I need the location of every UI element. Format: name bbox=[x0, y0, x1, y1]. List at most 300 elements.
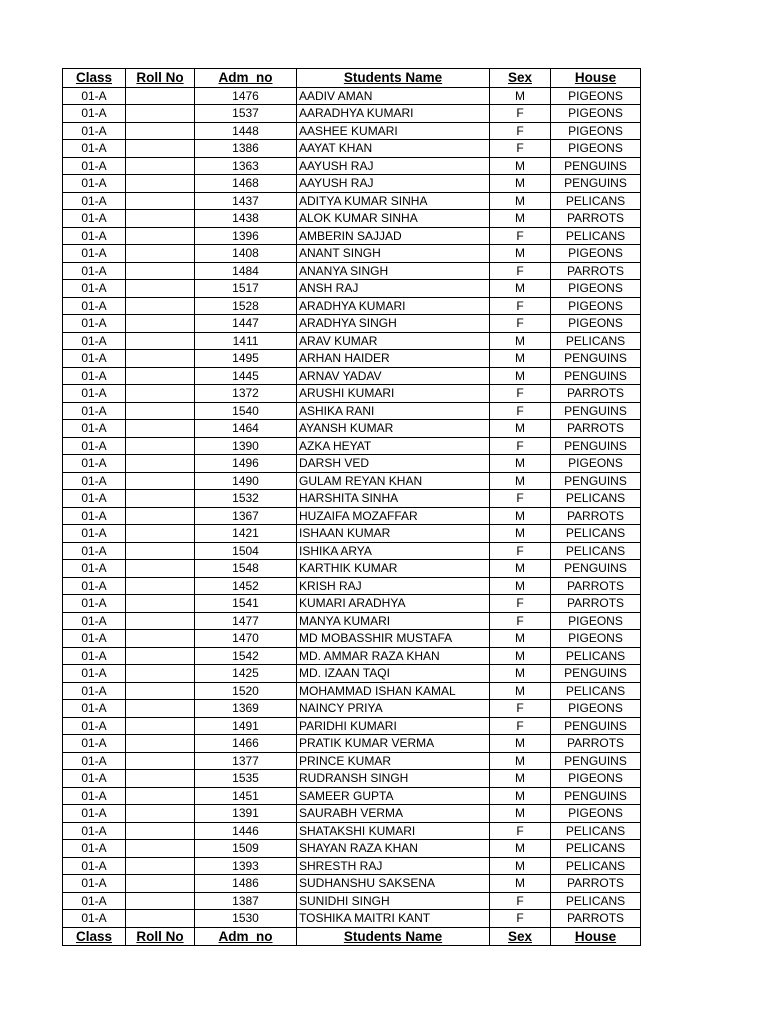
table-row bbox=[63, 87, 641, 105]
cell-adm-no: 1446 bbox=[195, 822, 297, 840]
cell-adm-no: 1367 bbox=[195, 507, 297, 525]
cell-adm-no: 1464 bbox=[195, 420, 297, 438]
cell-student-name: ARUSHI KUMARI bbox=[297, 385, 490, 403]
cell-class: 01-A bbox=[63, 245, 126, 263]
cell-roll-no bbox=[126, 560, 195, 578]
cell-student-name: ANSH RAJ bbox=[297, 280, 490, 298]
cell-student-name: ARNAV YADAV bbox=[297, 367, 490, 385]
cell-student-name: AASHEE KUMARI bbox=[297, 122, 490, 140]
cell-adm-no: 1477 bbox=[195, 612, 297, 630]
cell-roll-no bbox=[126, 367, 195, 385]
cell-house: PIGEONS bbox=[551, 455, 641, 473]
cell-roll-no bbox=[126, 840, 195, 858]
cell-roll-no bbox=[126, 752, 195, 770]
table-row bbox=[63, 262, 641, 280]
table-row bbox=[63, 280, 641, 298]
cell-sex: M bbox=[490, 682, 551, 700]
table-row bbox=[63, 227, 641, 245]
cell-house: PIGEONS bbox=[551, 280, 641, 298]
cell-student-name: MD MOBASSHIR MUSTAFA bbox=[297, 630, 490, 648]
cell-class: 01-A bbox=[63, 665, 126, 683]
footer-house: House bbox=[551, 927, 641, 946]
cell-sex: F bbox=[490, 297, 551, 315]
cell-house: PENGUINS bbox=[551, 157, 641, 175]
cell-student-name: SUDHANSHU SAKSENA bbox=[297, 875, 490, 893]
cell-house: PARROTS bbox=[551, 910, 641, 928]
cell-sex: M bbox=[490, 805, 551, 823]
cell-adm-no: 1396 bbox=[195, 227, 297, 245]
cell-adm-no: 1363 bbox=[195, 157, 297, 175]
table-row bbox=[63, 910, 641, 928]
table-row bbox=[63, 507, 641, 525]
cell-house: PARROTS bbox=[551, 420, 641, 438]
table-row bbox=[63, 770, 641, 788]
cell-house: PELICANS bbox=[551, 682, 641, 700]
table-row bbox=[63, 210, 641, 228]
cell-adm-no: 1495 bbox=[195, 350, 297, 368]
cell-student-name: MOHAMMAD ISHAN KAMAL bbox=[297, 682, 490, 700]
cell-class: 01-A bbox=[63, 332, 126, 350]
cell-house: PARROTS bbox=[551, 507, 641, 525]
cell-sex: M bbox=[490, 770, 551, 788]
cell-roll-no bbox=[126, 507, 195, 525]
cell-roll-no bbox=[126, 542, 195, 560]
cell-house: PENGUINS bbox=[551, 787, 641, 805]
cell-roll-no bbox=[126, 787, 195, 805]
table-row bbox=[63, 157, 641, 175]
cell-class: 01-A bbox=[63, 507, 126, 525]
cell-sex: F bbox=[490, 595, 551, 613]
cell-house: PELICANS bbox=[551, 332, 641, 350]
table-row bbox=[63, 297, 641, 315]
table-row bbox=[63, 560, 641, 578]
cell-house: PELICANS bbox=[551, 490, 641, 508]
cell-adm-no: 1542 bbox=[195, 647, 297, 665]
table-row bbox=[63, 455, 641, 473]
header-sex: Sex bbox=[490, 69, 551, 88]
cell-roll-no bbox=[126, 350, 195, 368]
cell-student-name: SAURABH VERMA bbox=[297, 805, 490, 823]
cell-class: 01-A bbox=[63, 490, 126, 508]
cell-house: PENGUINS bbox=[551, 472, 641, 490]
cell-sex: F bbox=[490, 612, 551, 630]
cell-class: 01-A bbox=[63, 157, 126, 175]
cell-roll-no bbox=[126, 910, 195, 928]
cell-class: 01-A bbox=[63, 262, 126, 280]
cell-student-name: KRISH RAJ bbox=[297, 577, 490, 595]
table-row bbox=[63, 630, 641, 648]
table-row bbox=[63, 350, 641, 368]
cell-class: 01-A bbox=[63, 717, 126, 735]
cell-sex: M bbox=[490, 787, 551, 805]
cell-class: 01-A bbox=[63, 682, 126, 700]
cell-house: PELICANS bbox=[551, 192, 641, 210]
cell-sex: F bbox=[490, 437, 551, 455]
cell-class: 01-A bbox=[63, 437, 126, 455]
cell-student-name: SHRESTH RAJ bbox=[297, 857, 490, 875]
cell-roll-no bbox=[126, 87, 195, 105]
cell-roll-no bbox=[126, 297, 195, 315]
cell-house: PIGEONS bbox=[551, 612, 641, 630]
table-row bbox=[63, 437, 641, 455]
cell-class: 01-A bbox=[63, 577, 126, 595]
table-row bbox=[63, 122, 641, 140]
cell-sex: F bbox=[490, 717, 551, 735]
cell-class: 01-A bbox=[63, 385, 126, 403]
table-row bbox=[63, 822, 641, 840]
cell-house: PENGUINS bbox=[551, 402, 641, 420]
cell-class: 01-A bbox=[63, 122, 126, 140]
cell-house: PARROTS bbox=[551, 735, 641, 753]
cell-adm-no: 1541 bbox=[195, 595, 297, 613]
cell-roll-no bbox=[126, 245, 195, 263]
cell-adm-no: 1438 bbox=[195, 210, 297, 228]
cell-student-name: AAYAT KHAN bbox=[297, 140, 490, 158]
cell-roll-no bbox=[126, 857, 195, 875]
cell-roll-no bbox=[126, 805, 195, 823]
cell-sex: M bbox=[490, 857, 551, 875]
table-row bbox=[63, 385, 641, 403]
cell-student-name: ANANT SINGH bbox=[297, 245, 490, 263]
cell-house: PARROTS bbox=[551, 210, 641, 228]
cell-adm-no: 1425 bbox=[195, 665, 297, 683]
table-row bbox=[63, 700, 641, 718]
cell-roll-no bbox=[126, 455, 195, 473]
cell-sex: F bbox=[490, 227, 551, 245]
cell-student-name: MANYA KUMARI bbox=[297, 612, 490, 630]
cell-class: 01-A bbox=[63, 822, 126, 840]
table-row bbox=[63, 542, 641, 560]
cell-sex: M bbox=[490, 577, 551, 595]
cell-adm-no: 1390 bbox=[195, 437, 297, 455]
table-row bbox=[63, 647, 641, 665]
cell-sex: F bbox=[490, 262, 551, 280]
cell-student-name: AARADHYA KUMARI bbox=[297, 105, 490, 123]
cell-house: PELICANS bbox=[551, 542, 641, 560]
cell-adm-no: 1448 bbox=[195, 122, 297, 140]
header-house: House bbox=[551, 69, 641, 88]
cell-class: 01-A bbox=[63, 875, 126, 893]
cell-adm-no: 1468 bbox=[195, 175, 297, 193]
cell-sex: M bbox=[490, 507, 551, 525]
student-list-table bbox=[62, 68, 641, 946]
cell-house: PELICANS bbox=[551, 857, 641, 875]
cell-adm-no: 1548 bbox=[195, 560, 297, 578]
cell-class: 01-A bbox=[63, 560, 126, 578]
cell-sex: M bbox=[490, 875, 551, 893]
cell-sex: F bbox=[490, 892, 551, 910]
cell-sex: F bbox=[490, 822, 551, 840]
cell-sex: F bbox=[490, 910, 551, 928]
cell-sex: M bbox=[490, 192, 551, 210]
cell-house: PIGEONS bbox=[551, 122, 641, 140]
cell-sex: M bbox=[490, 472, 551, 490]
cell-student-name: ARAV KUMAR bbox=[297, 332, 490, 350]
cell-adm-no: 1535 bbox=[195, 770, 297, 788]
cell-roll-no bbox=[126, 402, 195, 420]
cell-roll-no bbox=[126, 315, 195, 333]
cell-house: PENGUINS bbox=[551, 367, 641, 385]
cell-student-name: ALOK KUMAR SINHA bbox=[297, 210, 490, 228]
cell-class: 01-A bbox=[63, 700, 126, 718]
footer-class: Class bbox=[63, 927, 126, 946]
cell-roll-no bbox=[126, 472, 195, 490]
cell-class: 01-A bbox=[63, 192, 126, 210]
cell-sex: M bbox=[490, 350, 551, 368]
cell-adm-no: 1470 bbox=[195, 630, 297, 648]
cell-house: PIGEONS bbox=[551, 630, 641, 648]
cell-adm-no: 1369 bbox=[195, 700, 297, 718]
cell-student-name: ARHAN HAIDER bbox=[297, 350, 490, 368]
cell-class: 01-A bbox=[63, 315, 126, 333]
cell-class: 01-A bbox=[63, 910, 126, 928]
cell-roll-no bbox=[126, 175, 195, 193]
cell-adm-no: 1393 bbox=[195, 857, 297, 875]
cell-roll-no bbox=[126, 577, 195, 595]
table-row bbox=[63, 490, 641, 508]
cell-roll-no bbox=[126, 105, 195, 123]
cell-adm-no: 1504 bbox=[195, 542, 297, 560]
cell-house: PENGUINS bbox=[551, 665, 641, 683]
table-row bbox=[63, 840, 641, 858]
cell-adm-no: 1452 bbox=[195, 577, 297, 595]
table-row bbox=[63, 875, 641, 893]
footer-adm-no: Adm_no bbox=[195, 927, 297, 946]
cell-adm-no: 1466 bbox=[195, 735, 297, 753]
cell-student-name: ISHAAN KUMAR bbox=[297, 525, 490, 543]
cell-sex: M bbox=[490, 420, 551, 438]
cell-student-name: PARIDHI KUMARI bbox=[297, 717, 490, 735]
table-row bbox=[63, 857, 641, 875]
cell-house: PARROTS bbox=[551, 875, 641, 893]
footer-sex: Sex bbox=[490, 927, 551, 946]
footer-students-name: Students Name bbox=[297, 927, 490, 946]
cell-sex: F bbox=[490, 122, 551, 140]
cell-class: 01-A bbox=[63, 542, 126, 560]
cell-student-name: AZKA HEYAT bbox=[297, 437, 490, 455]
cell-adm-no: 1445 bbox=[195, 367, 297, 385]
cell-roll-no bbox=[126, 892, 195, 910]
cell-sex: F bbox=[490, 385, 551, 403]
cell-student-name: AADIV AMAN bbox=[297, 87, 490, 105]
cell-class: 01-A bbox=[63, 612, 126, 630]
cell-student-name: ADITYA KUMAR SINHA bbox=[297, 192, 490, 210]
table-row bbox=[63, 805, 641, 823]
cell-class: 01-A bbox=[63, 525, 126, 543]
cell-sex: F bbox=[490, 140, 551, 158]
table-row bbox=[63, 175, 641, 193]
table-row bbox=[63, 140, 641, 158]
cell-adm-no: 1530 bbox=[195, 910, 297, 928]
footer-roll-no: Roll No bbox=[126, 927, 195, 946]
cell-adm-no: 1540 bbox=[195, 402, 297, 420]
cell-house: PIGEONS bbox=[551, 87, 641, 105]
cell-roll-no bbox=[126, 227, 195, 245]
cell-house: PIGEONS bbox=[551, 805, 641, 823]
cell-class: 01-A bbox=[63, 402, 126, 420]
cell-house: PARROTS bbox=[551, 385, 641, 403]
cell-roll-no bbox=[126, 717, 195, 735]
cell-student-name: KARTHIK KUMAR bbox=[297, 560, 490, 578]
cell-roll-no bbox=[126, 682, 195, 700]
cell-roll-no bbox=[126, 262, 195, 280]
cell-student-name: DARSH VED bbox=[297, 455, 490, 473]
cell-adm-no: 1517 bbox=[195, 280, 297, 298]
cell-roll-no bbox=[126, 122, 195, 140]
cell-adm-no: 1486 bbox=[195, 875, 297, 893]
cell-roll-no bbox=[126, 192, 195, 210]
table-row bbox=[63, 665, 641, 683]
table-row bbox=[63, 315, 641, 333]
cell-class: 01-A bbox=[63, 787, 126, 805]
cell-class: 01-A bbox=[63, 87, 126, 105]
cell-roll-no bbox=[126, 770, 195, 788]
cell-adm-no: 1528 bbox=[195, 297, 297, 315]
header-students-name: Students Name bbox=[297, 69, 490, 88]
cell-sex: M bbox=[490, 630, 551, 648]
cell-roll-no bbox=[126, 332, 195, 350]
cell-student-name: SHAYAN RAZA KHAN bbox=[297, 840, 490, 858]
cell-adm-no: 1451 bbox=[195, 787, 297, 805]
cell-sex: M bbox=[490, 735, 551, 753]
cell-class: 01-A bbox=[63, 840, 126, 858]
cell-class: 01-A bbox=[63, 367, 126, 385]
cell-class: 01-A bbox=[63, 280, 126, 298]
cell-adm-no: 1377 bbox=[195, 752, 297, 770]
cell-class: 01-A bbox=[63, 735, 126, 753]
cell-sex: F bbox=[490, 105, 551, 123]
cell-class: 01-A bbox=[63, 630, 126, 648]
cell-sex: F bbox=[490, 700, 551, 718]
cell-sex: M bbox=[490, 647, 551, 665]
cell-roll-no bbox=[126, 822, 195, 840]
cell-student-name: HUZAIFA MOZAFFAR bbox=[297, 507, 490, 525]
cell-student-name: ANANYA SINGH bbox=[297, 262, 490, 280]
table-row bbox=[63, 245, 641, 263]
table-row bbox=[63, 420, 641, 438]
cell-roll-no bbox=[126, 210, 195, 228]
cell-student-name: NAINCY PRIYA bbox=[297, 700, 490, 718]
cell-class: 01-A bbox=[63, 350, 126, 368]
cell-class: 01-A bbox=[63, 892, 126, 910]
cell-student-name: HARSHITA SINHA bbox=[297, 490, 490, 508]
cell-house: PELICANS bbox=[551, 822, 641, 840]
cell-adm-no: 1391 bbox=[195, 805, 297, 823]
footer-row bbox=[63, 927, 641, 946]
student-rows bbox=[63, 87, 641, 927]
cell-roll-no bbox=[126, 665, 195, 683]
header-row bbox=[63, 69, 641, 88]
table-row bbox=[63, 892, 641, 910]
cell-roll-no bbox=[126, 630, 195, 648]
cell-house: PENGUINS bbox=[551, 560, 641, 578]
cell-adm-no: 1386 bbox=[195, 140, 297, 158]
cell-sex: M bbox=[490, 280, 551, 298]
cell-class: 01-A bbox=[63, 105, 126, 123]
cell-house: PENGUINS bbox=[551, 717, 641, 735]
cell-house: PIGEONS bbox=[551, 770, 641, 788]
cell-house: PARROTS bbox=[551, 595, 641, 613]
cell-roll-no bbox=[126, 875, 195, 893]
cell-sex: M bbox=[490, 332, 551, 350]
cell-adm-no: 1437 bbox=[195, 192, 297, 210]
cell-roll-no bbox=[126, 157, 195, 175]
cell-roll-no bbox=[126, 280, 195, 298]
cell-class: 01-A bbox=[63, 770, 126, 788]
cell-roll-no bbox=[126, 490, 195, 508]
cell-sex: M bbox=[490, 560, 551, 578]
cell-adm-no: 1447 bbox=[195, 315, 297, 333]
table-row bbox=[63, 612, 641, 630]
cell-class: 01-A bbox=[63, 297, 126, 315]
cell-roll-no bbox=[126, 700, 195, 718]
cell-sex: M bbox=[490, 367, 551, 385]
cell-sex: F bbox=[490, 315, 551, 333]
cell-class: 01-A bbox=[63, 595, 126, 613]
cell-house: PARROTS bbox=[551, 577, 641, 595]
cell-student-name: SUNIDHI SINGH bbox=[297, 892, 490, 910]
table-row bbox=[63, 525, 641, 543]
cell-sex: M bbox=[490, 210, 551, 228]
cell-house: PELICANS bbox=[551, 227, 641, 245]
cell-roll-no bbox=[126, 420, 195, 438]
cell-house: PIGEONS bbox=[551, 105, 641, 123]
table-row bbox=[63, 402, 641, 420]
cell-adm-no: 1387 bbox=[195, 892, 297, 910]
table-row bbox=[63, 367, 641, 385]
cell-class: 01-A bbox=[63, 210, 126, 228]
header-adm-no: Adm_no bbox=[195, 69, 297, 88]
cell-student-name: SHATAKSHI KUMARI bbox=[297, 822, 490, 840]
table-row bbox=[63, 595, 641, 613]
cell-house: PELICANS bbox=[551, 647, 641, 665]
cell-adm-no: 1491 bbox=[195, 717, 297, 735]
cell-student-name: ARADHYA SINGH bbox=[297, 315, 490, 333]
cell-sex: M bbox=[490, 87, 551, 105]
cell-adm-no: 1509 bbox=[195, 840, 297, 858]
cell-adm-no: 1476 bbox=[195, 87, 297, 105]
cell-class: 01-A bbox=[63, 647, 126, 665]
cell-roll-no bbox=[126, 525, 195, 543]
table-row bbox=[63, 787, 641, 805]
cell-sex: F bbox=[490, 402, 551, 420]
table-row bbox=[63, 577, 641, 595]
cell-sex: M bbox=[490, 157, 551, 175]
cell-house: PENGUINS bbox=[551, 752, 641, 770]
cell-house: PELICANS bbox=[551, 525, 641, 543]
cell-student-name: ASHIKA RANI bbox=[297, 402, 490, 420]
cell-house: PIGEONS bbox=[551, 315, 641, 333]
cell-student-name: AYANSH KUMAR bbox=[297, 420, 490, 438]
cell-house: PIGEONS bbox=[551, 245, 641, 263]
cell-class: 01-A bbox=[63, 752, 126, 770]
cell-adm-no: 1408 bbox=[195, 245, 297, 263]
table-row bbox=[63, 682, 641, 700]
cell-student-name: AAYUSH RAJ bbox=[297, 157, 490, 175]
cell-student-name: ARADHYA KUMARI bbox=[297, 297, 490, 315]
cell-adm-no: 1421 bbox=[195, 525, 297, 543]
cell-roll-no bbox=[126, 735, 195, 753]
cell-class: 01-A bbox=[63, 857, 126, 875]
cell-student-name: TOSHIKA MAITRI KANT bbox=[297, 910, 490, 928]
cell-sex: M bbox=[490, 525, 551, 543]
cell-roll-no bbox=[126, 140, 195, 158]
table-row bbox=[63, 105, 641, 123]
cell-adm-no: 1532 bbox=[195, 490, 297, 508]
cell-class: 01-A bbox=[63, 455, 126, 473]
cell-student-name: SAMEER GUPTA bbox=[297, 787, 490, 805]
header-class: Class bbox=[63, 69, 126, 88]
